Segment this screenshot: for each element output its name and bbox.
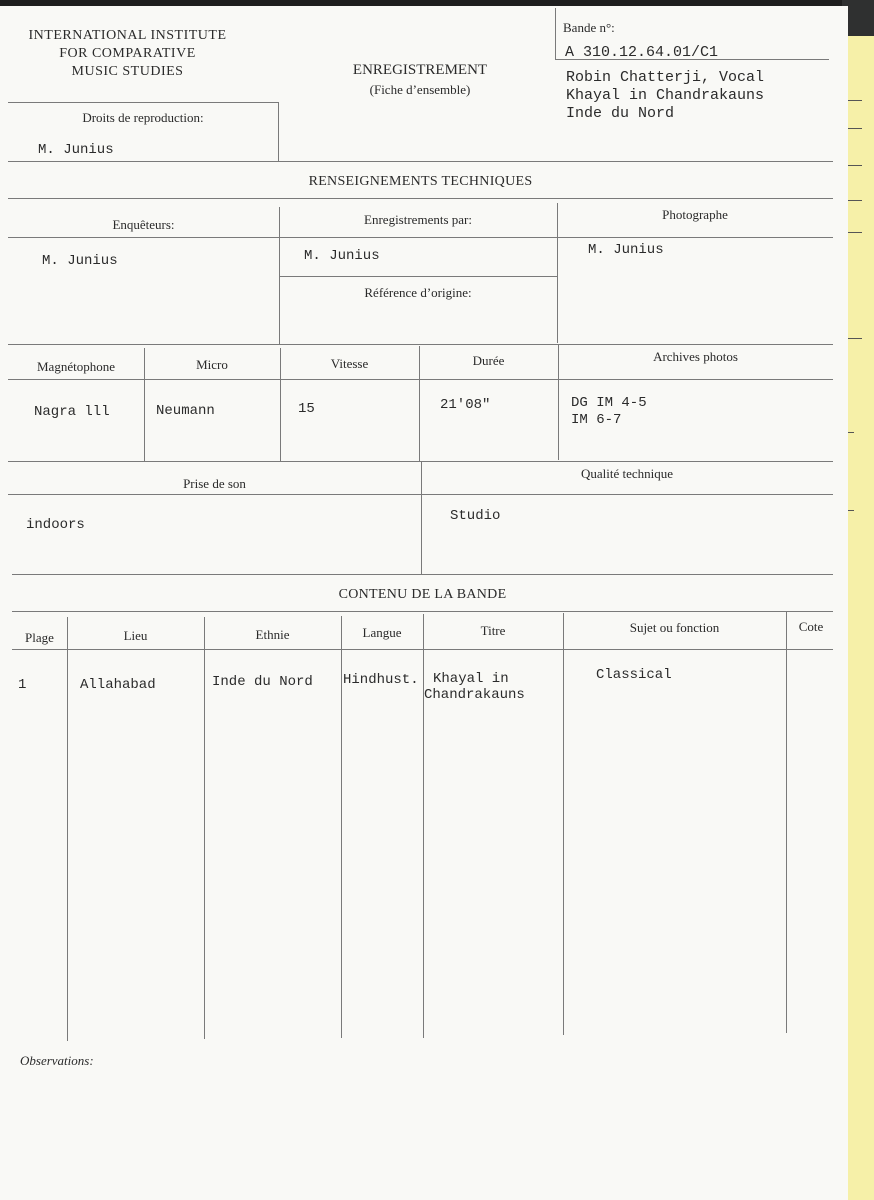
institute-name-line2: FOR COMPARATIVE xyxy=(59,46,196,61)
photographe-value: M. Junius xyxy=(588,242,664,258)
qualite-technique-label: Qualité technique xyxy=(580,466,674,481)
row-titre-line2: Chandrakauns xyxy=(424,687,525,703)
archives-photos-label: Archives photos xyxy=(653,349,738,364)
institute-name-line1: INTERNATIONAL INSTITUTE xyxy=(28,28,227,43)
prise-de-son-label: Prise de son xyxy=(183,476,246,491)
contents-heading-rule xyxy=(12,611,833,612)
col-header-cote: Cote xyxy=(798,619,824,634)
contents-heading: CONTENU DE LA BANDE xyxy=(338,587,507,602)
duree-label: Durée xyxy=(472,353,505,368)
edge-tick xyxy=(848,432,854,433)
contents-col-divider-2 xyxy=(204,617,205,1039)
institute-name-line3: MUSIC STUDIES xyxy=(71,64,184,79)
magnetophone-value: Nagra lll xyxy=(34,404,110,420)
contents-col-divider-3 xyxy=(341,616,342,1038)
bande-box-left-border xyxy=(555,8,556,60)
col-header-titre: Titre xyxy=(480,623,506,638)
col-header-sujet: Sujet ou fonction xyxy=(629,620,720,635)
contents-col-divider-1 xyxy=(67,617,68,1041)
edge-tick xyxy=(848,510,854,511)
rights-label: Droits de reproduction: xyxy=(82,110,204,125)
equipment-label-rule xyxy=(8,379,833,380)
observations-label: Observations: xyxy=(20,1053,94,1068)
micro-value: Neumann xyxy=(156,403,215,419)
contents-col-divider-5 xyxy=(563,613,564,1035)
contents-col-divider-4 xyxy=(423,614,424,1038)
enqueteurs-value: M. Junius xyxy=(42,253,118,269)
form-title: ENREGISTREMENT xyxy=(352,62,488,78)
edge-tick xyxy=(848,165,862,166)
contents-col-divider-6 xyxy=(786,611,787,1033)
equipment-top-rule xyxy=(8,344,833,345)
duree-value: 21'08" xyxy=(440,397,491,413)
vitesse-value: 15 xyxy=(298,401,315,417)
reference-rule xyxy=(279,276,557,277)
micro-label: Micro xyxy=(196,357,228,372)
edge-tick xyxy=(848,100,862,101)
row-langue: Hindhust. xyxy=(343,672,419,688)
prise-de-son-value: indoors xyxy=(26,517,85,533)
row-ethnie: Inde du Nord xyxy=(212,674,313,690)
rights-box-top-border xyxy=(8,102,278,103)
row-sujet: Classical xyxy=(596,667,672,683)
contents-top-rule xyxy=(12,574,833,575)
enregistrements-value: M. Junius xyxy=(304,248,380,264)
col-header-langue: Langue xyxy=(362,625,402,640)
reference-label: Référence d’origine: xyxy=(364,285,472,300)
edge-tick xyxy=(848,232,862,233)
archives-photos-value-line2: IM 6-7 xyxy=(571,412,622,428)
prise-label-rule xyxy=(8,494,833,495)
magnetophone-label: Magnétophone xyxy=(37,359,115,374)
photographe-label: Photographe xyxy=(662,207,728,222)
bande-number-label: Bande n°: xyxy=(563,20,615,35)
row-plage: 1 xyxy=(18,677,27,693)
rule-technical-top xyxy=(8,161,833,162)
tech-col-divider-2 xyxy=(557,203,558,343)
rights-value: M. Junius xyxy=(38,142,114,158)
vitesse-label: Vitesse xyxy=(330,356,369,371)
technical-heading: RENSEIGNEMENTS TECHNIQUES xyxy=(308,174,533,189)
bande-number-value: A 310.12.64.01/C1 xyxy=(565,44,719,61)
technical-heading-rule xyxy=(8,198,833,199)
col-header-plage: Plage xyxy=(25,630,54,645)
col-header-lieu: Lieu xyxy=(123,628,148,643)
tech-label-rule xyxy=(8,237,833,238)
edge-tick xyxy=(848,338,862,339)
archives-photos-value-line1: DG IM 4-5 xyxy=(571,395,647,411)
row-titre-line1: Khayal in xyxy=(433,671,509,687)
description-line2: Khayal in Chandrakauns xyxy=(566,87,765,104)
enregistrements-label: Enregistrements par: xyxy=(364,212,472,227)
col-header-ethnie: Ethnie xyxy=(255,627,290,642)
description-line1: Robin Chatterji, Vocal xyxy=(566,69,765,86)
rights-box-right-border xyxy=(278,102,279,162)
row-lieu: Allahabad xyxy=(80,677,156,693)
yellow-backing-sheet xyxy=(846,34,874,1200)
edge-tick xyxy=(848,128,862,129)
form-subtitle: (Fiche d’ensemble) xyxy=(369,82,471,97)
edge-tick xyxy=(848,200,862,201)
enqueteurs-label: Enquêteurs: xyxy=(112,217,175,232)
qualite-technique-value: Studio xyxy=(450,508,501,524)
description-line3: Inde du Nord xyxy=(566,105,675,122)
